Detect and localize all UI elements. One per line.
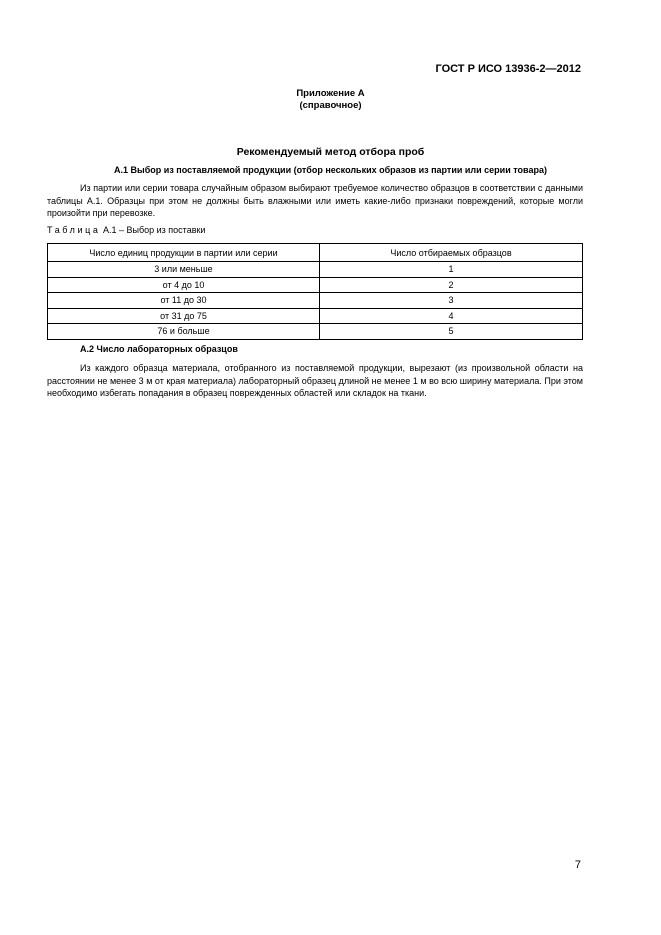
annex-title: Приложение А <box>296 88 365 99</box>
table-row <box>48 324 583 340</box>
standard-number: ГОСТ Р ИСО 13936-2—2012 <box>435 63 581 75</box>
table-cell-units: 3 или меньше <box>48 262 320 278</box>
section-a1-paragraph: Из партии или серии товара случайным образом выбирают требуемое количество образцов в соответствии с данными таблицы А.1. Образцы при этом не должны быть влажными или иметь какие-либо признаки повреждений, которые могли произойти при перевозке. <box>47 183 583 218</box>
table-cell-samples: 3 <box>320 293 583 309</box>
section-a2-heading: А.2 Число лабораторных образцов <box>80 344 238 354</box>
table-cell-samples: 4 <box>320 308 583 324</box>
table-cell-units: от 11 до 30 <box>48 293 320 309</box>
table-row <box>48 293 583 309</box>
page-number: 7 <box>574 859 581 871</box>
table-header-row <box>48 244 583 262</box>
table-cell-samples: 1 <box>320 262 583 278</box>
table-caption <box>47 225 205 235</box>
table-cell-units: от 4 до 10 <box>48 277 320 293</box>
sampling-table <box>47 243 583 340</box>
table-cell-units: от 31 до 75 <box>48 308 320 324</box>
section-a1-heading: А.1 Выбор из поставляемой продукции (отбор нескольких образов из партии или серии товара) <box>114 165 547 175</box>
annex-header <box>0 88 661 112</box>
main-heading: Рекомендуемый метод отбора проб <box>236 146 425 158</box>
table-header-samples: Число отбираемых образцов <box>320 244 583 262</box>
table-caption-text: А.1 – Выбор из поставки <box>100 225 206 235</box>
table-cell-units: 76 и больше <box>48 324 320 340</box>
table-row <box>48 277 583 293</box>
table-row <box>48 262 583 278</box>
table-caption-prefix: Таблица <box>47 225 101 235</box>
table-row <box>48 308 583 324</box>
section-a2-paragraph: Из каждого образца материала, отобранного из поставляемой продукции, вырезают (из произвольной области на расстоянии не менее 3 м от края материала) лабораторный образец длиной не менее 1 м во всю ширину материала. При этом необходимо избегать попадания в образец поврежденных областей или складок на ткани. <box>47 363 583 398</box>
table-header-units: Число единиц продукции в партии или серии <box>48 244 320 262</box>
table-cell-samples: 5 <box>320 324 583 340</box>
annex-type: (справочное) <box>299 100 362 111</box>
table-cell-samples: 2 <box>320 277 583 293</box>
